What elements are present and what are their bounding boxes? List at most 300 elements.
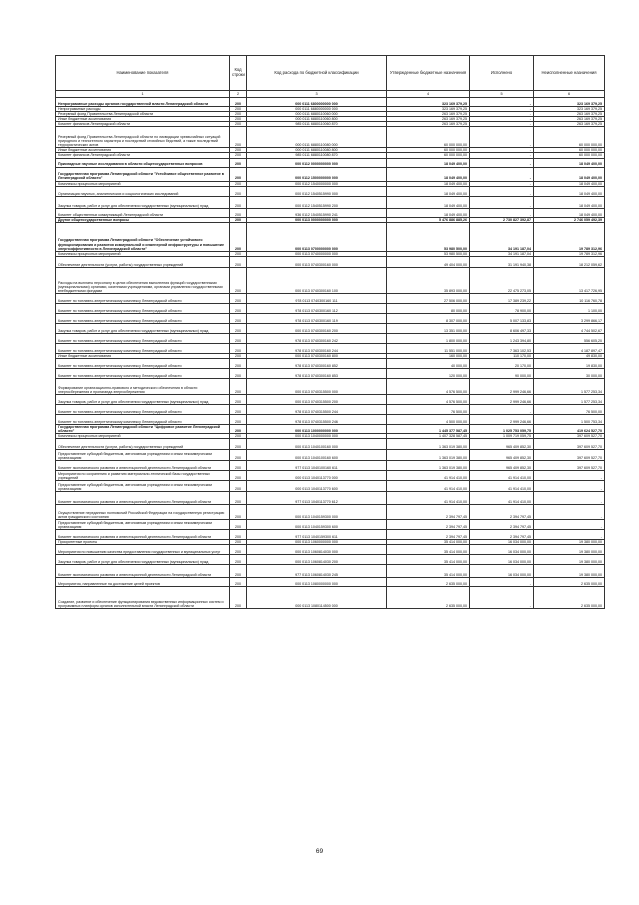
budget-report-sheet [55,55,604,609]
row-budget-code: 000 0111 6880110080 800 [247,148,387,153]
table-row [56,208,605,217]
row-unexecuted: 13 417 726,95 [534,267,605,293]
row-budget-code: 978 0113 0740300160 119 [247,313,387,323]
table-row [56,368,605,378]
row-unexecuted: 2 635 000,00 [534,587,605,609]
row-line-code: 200 [230,434,247,439]
row-name: Непрограммные расходы [56,107,230,112]
row-executed: 90 000,00 [470,368,534,378]
row-budget-code: 000 0113 0700000000 000 [247,222,387,251]
row-name: Комитет по топливно-энергетическому комплексу Ленинградской области [56,368,230,378]
row-approved: 41 914 410,00 [387,471,470,481]
row-executed: 5 007 133,83 [470,313,534,323]
row-approved: 2 394 797,45 [387,505,470,520]
column-number: 5 [470,91,534,98]
column-number-row [56,91,605,98]
row-unexecuted: 18 049 400,00 [534,167,605,181]
row-unexecuted: 1 577 253,34 [534,394,605,404]
row-executed: 41 914 410,00 [470,481,534,492]
row-executed: 16 034 000,00 [470,555,534,565]
column-number: 2 [230,91,247,98]
table-row [56,439,605,450]
row-budget-code: 000 0111 6880110080 000 [247,127,387,148]
row-name: Формирование организационно-правового и методического обеспечения в области энергосбережения и пропаганда энергосбережения [56,378,230,394]
row-budget-code: 936 0112 1540515990 241 [247,208,387,217]
row-executed: 1 009 719 059,75 [470,434,534,439]
row-approved: 1 800 000,00 [387,333,470,343]
row-executed: 2 394 797,45 [470,505,534,520]
row-budget-code: 000 0113 1060000000 000 [247,540,387,545]
row-unexecuted: 19 789 312,96 [534,251,605,256]
header-unexecuted: Неисполненные назначения [534,56,605,91]
row-executed: 78 900,00 [470,303,534,313]
column-number: 1 [56,91,230,98]
row-approved: 323 169 379,25 [387,107,470,112]
row-unexecuted: 49 830,00 [534,353,605,358]
row-unexecuted: 76 500,00 [534,404,605,414]
column-number: 4 [387,91,470,98]
row-approved: 2 635 000,00 [387,587,470,609]
row-unexecuted: 323 169 379,25 [534,107,605,112]
row-name: Непрограммные расходы органов государственной власти Ленинградской области [56,98,230,107]
header-approved: Утвержденные бюджетные назначения [387,56,470,91]
row-approved: 4 500 000,00 [387,414,470,424]
row-executed: - [470,578,534,587]
row-executed: - [470,107,534,112]
row-line-code: 200 [230,505,247,520]
row-budget-code: 978 0113 0740315500 244 [247,404,387,414]
row-name: Государственная программа Ленинградской области "Обеспечение устойчивого функционирования и развития коммунальной и инженерной инфраструктуры и повышение энергоэффективности в Ленинградской области" [56,222,230,251]
row-approved: 263 169 379,25 [387,117,470,122]
row-name: Комитет по топливно-энергетическому комплексу Ленинградской области [56,343,230,353]
row-executed: 1 025 753 059,75 [470,424,534,433]
row-budget-code: 977 0113 1040100160 611 [247,461,387,471]
row-executed: 7 363 102,53 [470,343,534,353]
row-line-code: 200 [230,555,247,565]
row-unexecuted: 19 380 000,00 [534,545,605,555]
row-approved: 1 445 377 587,45 [387,424,470,433]
row-approved: 2 635 000,00 [387,578,470,587]
row-unexecuted: 556 605,20 [534,333,605,343]
row-approved: 18 049 400,00 [387,208,470,217]
row-budget-code: 000 0113 1040113770 600 [247,481,387,492]
row-line-code: 200 [230,565,247,578]
row-name: Иные бюджетные ассигнования [56,117,230,122]
row-line-code: 200 [230,404,247,414]
row-approved: 76 500,00 [387,404,470,414]
row-name: Резервный фонд Правительства Ленинградской области [56,112,230,117]
row-approved: 35 414 000,00 [387,545,470,555]
row-approved: 18 049 400,00 [387,158,470,167]
table-row [56,471,605,481]
row-name: Прикладные научные исследования в области общегосударственных вопросов [56,158,230,167]
row-line-code: 200 [230,343,247,353]
row-approved: 1 407 328 587,45 [387,434,470,439]
table-row [56,158,605,167]
row-unexecuted: - [534,471,605,481]
row-approved: 18 049 400,00 [387,167,470,181]
row-line-code: 200 [230,450,247,461]
row-executed: 41 914 410,00 [470,492,534,505]
row-line-code: 200 [230,181,247,186]
row-line-code: 200 [230,492,247,505]
row-executed: 31 191 940,38 [470,256,534,267]
row-unexecuted: - [534,520,605,530]
row-approved: 263 169 379,25 [387,122,470,127]
row-budget-code: 000 0113 1040100160 000 [247,439,387,450]
row-name: Комитет общественных коммуникаций Ленинградской области [56,208,230,217]
row-budget-code: 978 0113 0740300160 244 [247,343,387,353]
row-unexecuted: 30 000,00 [534,368,605,378]
row-approved: 5 476 886 885,26 [387,217,470,222]
row-name: Закупка товаров, работ и услуг для обеспечения государственных (муниципальных) нужд [56,394,230,404]
row-unexecuted: 60 000 000,00 [534,127,605,148]
row-executed: 965 409 852,30 [470,450,534,461]
row-name: Государственная программа Ленинградской области "Цифровое развитие Ленинградской области" [56,424,230,433]
row-budget-code: 000 0113 0740300160 000 [247,256,387,267]
row-approved: 13 351 000,00 [387,323,470,333]
row-budget-code: 000 0113 1060814030 200 [247,555,387,565]
row-executed: - [470,186,534,196]
row-budget-code: 000 0113 0740000000 000 [247,251,387,256]
row-executed: - [470,196,534,208]
row-approved: 1 363 019 380,00 [387,461,470,471]
table-row [56,186,605,196]
row-approved: 160 000,00 [387,353,470,358]
row-executed: 2 394 797,45 [470,530,534,540]
row-executed: 34 191 187,04 [470,222,534,251]
row-executed: - [470,181,534,186]
row-line-code: 200 [230,530,247,540]
row-unexecuted: - [534,481,605,492]
header-line-code: Код строки [230,56,247,91]
row-budget-code: 000 0113 0740300160 800 [247,353,387,358]
row-budget-code: 000 0112 1540515990 000 [247,186,387,196]
row-executed: - [470,208,534,217]
row-unexecuted: 397 609 527,70 [534,450,605,461]
row-executed: - [470,158,534,167]
row-line-code: 200 [230,222,247,251]
row-approved: 27 506 000,00 [387,293,470,303]
row-line-code: 200 [230,578,247,587]
row-executed: - [470,404,534,414]
table-row [56,98,605,107]
row-approved: 11 551 000,00 [387,343,470,353]
column-number: 6 [534,91,605,98]
row-name: Закупка товаров, работ и услуг для обеспечения государственных (муниципальных) нужд [56,196,230,208]
row-approved: 35 893 000,00 [387,267,470,293]
row-line-code: 200 [230,358,247,368]
row-executed: 2 730 827 392,87 [470,217,534,222]
row-unexecuted: 18 049 400,00 [534,158,605,167]
row-budget-code: 978 0113 0740300160 112 [247,303,387,313]
row-approved: 18 049 400,00 [387,186,470,196]
row-line-code: 200 [230,127,247,148]
row-name: Комитет по топливно-энергетическому комплексу Ленинградской области [56,293,230,303]
row-line-code: 200 [230,368,247,378]
row-name: Комитет по топливно-энергетическому комплексу Ленинградской области [56,404,230,414]
column-number: 3 [247,91,387,98]
row-line-code: 200 [230,167,247,181]
table-row [56,404,605,414]
table-row [56,293,605,303]
row-line-code: 200 [230,394,247,404]
row-line-code: 200 [230,333,247,343]
row-budget-code: 000 0112 1540515990 200 [247,196,387,208]
budget-execution-table [55,55,605,609]
row-budget-code: 000 0113 1080114500 000 [247,587,387,609]
row-unexecuted: 2 635 000,00 [534,578,605,587]
row-line-code: 200 [230,153,247,158]
row-executed: - [470,117,534,122]
row-line-code: 200 [230,540,247,545]
row-unexecuted: 1 577 253,34 [534,378,605,394]
row-executed: 8 606 497,33 [470,323,534,333]
row-approved: 49 404 000,00 [387,256,470,267]
row-executed: - [470,122,534,127]
row-line-code: 200 [230,471,247,481]
row-unexecuted: 18 049 400,00 [534,208,605,217]
row-budget-code: 000 0111 6800000000 000 [247,98,387,107]
row-budget-code: 000 0113 1040159300 600 [247,520,387,530]
row-line-code: 200 [230,303,247,313]
row-line-code: 200 [230,313,247,323]
row-name: Мероприятия, направленные на достижение целей проектов [56,578,230,587]
row-budget-code: 978 0113 0740300160 111 [247,293,387,303]
row-unexecuted: 10 116 760,78 [534,293,605,303]
row-name: Другие общегосударственные вопросы [56,217,230,222]
row-name: Обеспечение деятельности (услуги, работы) государственных учреждений [56,439,230,450]
row-line-code: 200 [230,98,247,107]
row-executed: - [470,127,534,148]
row-approved: 263 169 379,25 [387,112,470,117]
row-name: Комитет по топливно-энергетическому комплексу Ленинградской области [56,333,230,343]
row-budget-code: 978 0113 0740300160 242 [247,333,387,343]
row-line-code: 200 [230,217,247,222]
row-approved: 41 914 410,00 [387,481,470,492]
table-row [56,545,605,555]
row-unexecuted: 4 187 897,47 [534,343,605,353]
row-name: Комитет по топливно-энергетическому комплексу Ленинградской области [56,313,230,323]
row-line-code: 200 [230,353,247,358]
row-approved: 1 363 019 380,00 [387,450,470,461]
row-approved: 60 000 000,00 [387,153,470,158]
row-unexecuted: 18 049 400,00 [534,181,605,186]
row-budget-code: 985 0111 6880110080 870 [247,153,387,158]
row-unexecuted: - [534,505,605,520]
row-budget-code: 978 0113 0740315500 246 [247,414,387,424]
table-row [56,323,605,333]
row-line-code: 200 [230,107,247,112]
table-row [56,481,605,492]
row-executed: 16 034 000,00 [470,540,534,545]
row-executed: 965 409 852,30 [470,439,534,450]
row-approved: 8 307 000,00 [387,313,470,323]
row-line-code: 200 [230,545,247,555]
row-budget-code: 977 0113 1040113770 612 [247,492,387,505]
row-budget-code: 000 0113 0000000000 000 [247,217,387,222]
table-row [56,267,605,293]
row-unexecuted: 263 169 379,25 [534,117,605,122]
row-executed: 17 389 239,22 [470,293,534,303]
row-unexecuted: 19 380 000,00 [534,555,605,565]
row-name: Комплексы процессных мероприятий [56,251,230,256]
table-row [56,343,605,353]
row-budget-code: 000 0111 6880110060 000 [247,112,387,117]
table-row [56,587,605,609]
table-row [56,167,605,181]
row-line-code: 200 [230,208,247,217]
row-approved: 53 980 500,00 [387,222,470,251]
row-budget-code: 000 0113 1080000000 000 [247,578,387,587]
row-name: Организация научных, аналитических и социологических исследований [56,186,230,196]
row-name: Комплексы процессных мероприятий [56,434,230,439]
table-row [56,505,605,520]
row-budget-code: 000 0112 0000000000 000 [247,158,387,167]
row-approved: 4 576 500,00 [387,378,470,394]
row-unexecuted: 1 100,00 [534,303,605,313]
row-unexecuted: 18 049 400,00 [534,186,605,196]
row-line-code: 200 [230,461,247,471]
table-row [56,492,605,505]
row-name: Резервный фонд Правительства Ленинградской области по ликвидации чрезвычайных ситуаций природного и техногенного характера и последствий стихийных бедствий, а также последствий террористических актов [56,127,230,148]
row-executed: 2 394 797,45 [470,520,534,530]
row-unexecuted: 1 500 753,34 [534,414,605,424]
row-approved: 2 394 797,45 [387,530,470,540]
row-budget-code: 000 0113 0740315500 200 [247,394,387,404]
table-row [56,127,605,148]
row-unexecuted: 19 830,00 [534,358,605,368]
row-budget-code: 000 0113 1040159300 000 [247,505,387,520]
row-approved: 323 169 379,25 [387,98,470,107]
row-unexecuted: 3 299 866,17 [534,313,605,323]
row-approved: 120 000,00 [387,368,470,378]
row-approved: 60 000 000,00 [387,127,470,148]
row-executed: 20 170,00 [470,358,534,368]
row-budget-code: 977 0113 1060814030 245 [247,565,387,578]
row-unexecuted: 323 169 379,25 [534,98,605,107]
row-unexecuted: 19 380 000,00 [534,565,605,578]
row-line-code: 200 [230,587,247,609]
row-approved: 60 000 000,00 [387,148,470,153]
row-unexecuted: 2 746 059 492,39 [534,217,605,222]
row-budget-code: 000 0113 0740300160 100 [247,267,387,293]
row-unexecuted: - [534,492,605,505]
row-budget-code: 000 0112 1540000000 000 [247,181,387,186]
row-name: Комитет по топливно-энергетическому комплексу Ленинградской области [56,303,230,313]
row-approved: 35 414 000,00 [387,565,470,578]
row-approved: 40 000,00 [387,358,470,368]
row-executed: - [470,148,534,153]
row-unexecuted: 397 609 527,70 [534,461,605,471]
table-row [56,303,605,313]
row-line-code: 200 [230,323,247,333]
row-name: Мероприятия по повышению качества предоставления государственных и муниципальных услуг [56,545,230,555]
row-unexecuted: 263 169 379,25 [534,112,605,117]
row-executed: 2 999 246,66 [470,378,534,394]
row-approved: 2 394 797,45 [387,520,470,530]
table-row [56,256,605,267]
row-name: Создание, развитие и обеспечение функционирования ведомственных информационных систем и программных платформ органов исполнительной власти Ленинградской области [56,587,230,609]
row-unexecuted: 18 049 400,00 [534,196,605,208]
row-executed: - [470,98,534,107]
table-row [56,461,605,471]
row-line-code: 200 [230,424,247,433]
row-name: Комплексы процессных мероприятий [56,181,230,186]
table-row [56,358,605,368]
table-row [56,450,605,461]
row-unexecuted: 19 789 312,96 [534,222,605,251]
row-executed: 41 914 410,00 [470,471,534,481]
row-approved: 18 049 400,00 [387,181,470,186]
row-unexecuted: 419 624 527,70 [534,424,605,433]
row-unexecuted: 60 000 000,00 [534,153,605,158]
row-executed: 110 170,00 [470,353,534,358]
row-budget-code: 000 0113 1040000000 000 [247,434,387,439]
row-budget-code: 000 0113 1000000000 000 [247,424,387,433]
row-name: Иные бюджетные ассигнования [56,148,230,153]
row-line-code: 200 [230,256,247,267]
table-row [56,313,605,323]
row-approved: 53 980 500,00 [387,251,470,256]
row-line-code: 200 [230,117,247,122]
row-budget-code: 000 0113 1040100160 600 [247,450,387,461]
row-executed: - [470,112,534,117]
row-name: Комитет экономического развития и инвестиционной деятельности Ленинградской области [56,530,230,540]
row-budget-code: 000 0111 6880110060 800 [247,117,387,122]
row-unexecuted: 397 609 527,70 [534,439,605,450]
row-name: Комитет экономического развития и инвестиционной деятельности Ленинградской области [56,461,230,471]
row-executed: 1 243 394,80 [470,333,534,343]
table-row [56,222,605,251]
row-name: Осуществление переданных полномочий Российской Федерации на государственную регистрацию актов гражданского состояния [56,505,230,520]
row-name: Расходы на выплаты персоналу в целях обеспечения выполнения функций государственными (муниципальными) органами, казенными учреждениями, органами управления государственными внебюджетными фондами [56,267,230,293]
row-executed: 22 475 273,05 [470,267,534,293]
row-approved: 80 000,00 [387,303,470,313]
row-line-code: 200 [230,267,247,293]
row-line-code: 200 [230,414,247,424]
row-name: Закупка товаров, работ и услуг для обеспечения государственных (муниципальных) нужд [56,555,230,565]
row-line-code: 200 [230,148,247,153]
row-unexecuted: 263 169 379,25 [534,122,605,127]
row-name: Мероприятия по сохранению и развитию материально-технической базы государственных учреждений [56,471,230,481]
table-row [56,196,605,208]
table-row [56,555,605,565]
row-line-code: 200 [230,196,247,208]
row-approved: 1 363 019 380,00 [387,439,470,450]
header-budget-code: Код расхода по бюджетной классификации [247,56,387,91]
row-executed: 2 999 246,66 [470,414,534,424]
row-executed: - [470,167,534,181]
row-budget-code: 000 0113 1060814030 000 [247,545,387,555]
row-name: Комитет экономического развития и инвестиционной деятельности Ленинградской области [56,492,230,505]
table-body [56,98,605,609]
row-approved: 35 414 000,00 [387,540,470,545]
row-name: Комитет финансов Ленинградской области [56,153,230,158]
table-row [56,424,605,433]
row-name: Комитет по топливно-энергетическому комплексу Ленинградской области [56,358,230,368]
row-executed: - [470,153,534,158]
row-name: Комитет финансов Ленинградской области [56,122,230,127]
row-unexecuted: 397 609 527,70 [534,434,605,439]
header-executed: Исполнено [470,56,534,91]
table-row [56,565,605,578]
row-budget-code: 978 0113 0740300160 852 [247,358,387,368]
row-unexecuted: - [534,530,605,540]
row-line-code: 200 [230,251,247,256]
row-budget-code: 977 0113 1040159300 611 [247,530,387,540]
row-name: Государственная программа Ленинградской области "Устойчивое общественное развитие в Ленинградской области" [56,167,230,181]
